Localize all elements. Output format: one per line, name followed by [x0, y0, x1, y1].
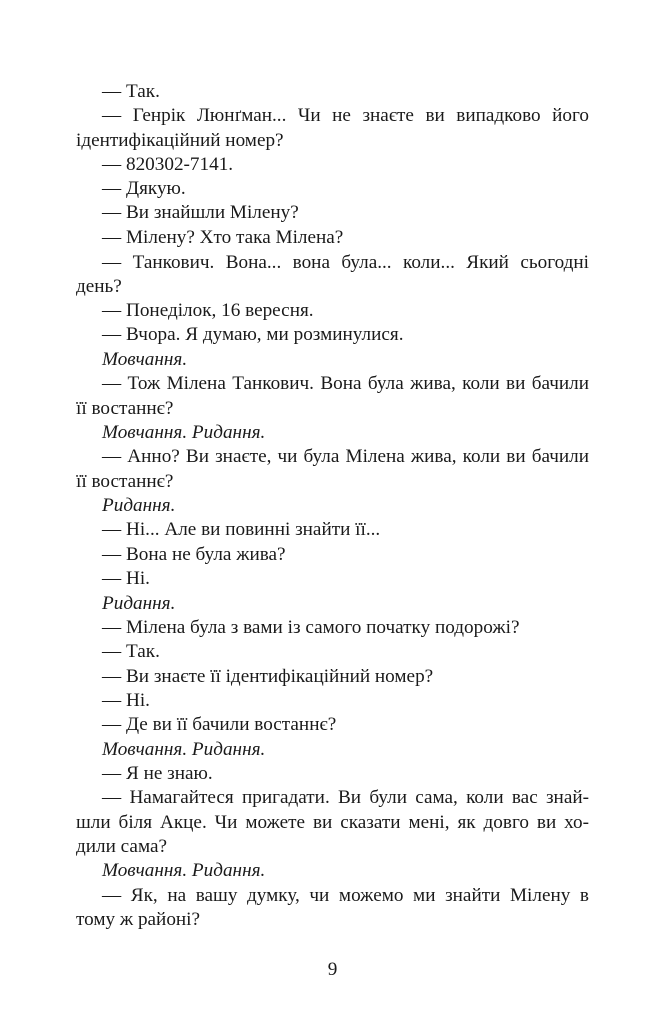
text-line: — Так. — [102, 641, 160, 662]
stage-direction: Мовчання. — [102, 349, 188, 370]
text-line: — Вона не була жива? — [102, 544, 286, 565]
text-line: — Ви знайшли Мілену? — [102, 202, 299, 223]
stage-direction: Ридання. — [102, 593, 176, 614]
page-number: 9 — [327, 959, 338, 980]
text-line: ідентифікаційний номер? — [76, 130, 284, 151]
text-line: — Понеділок, 16 вересня. — [102, 300, 314, 321]
text-line: — Анно? Ви знаєте, чи була Мілена жива, коли ви бачили — [102, 446, 589, 467]
text-line: — Намагайтеся пригадати. Ви були сама, коли вас знай- — [102, 787, 589, 808]
text-line: — Де ви її бачили востаннє? — [102, 714, 337, 735]
text-line: її востаннє? — [76, 398, 174, 419]
text-line: — Танкович. Вона... вона була... коли... Який сьогодні — [102, 252, 589, 273]
text-line: — Ні. — [102, 568, 150, 589]
text-line: — Тож Мілена Танкович. Вона була жива, коли ви бачили — [102, 373, 589, 394]
text-line: шли біля Акце. Чи можете ви сказати мені, як довго ви хо- — [76, 812, 589, 833]
text-line: — 820302-7141. — [102, 154, 234, 175]
stage-direction: Мовчання. Ридання. — [102, 422, 266, 443]
text-line: тому ж районі? — [76, 909, 201, 930]
stage-direction: Ридання. — [102, 495, 176, 516]
text-line: — Ні. — [102, 690, 150, 711]
stage-direction: Мовчання. Ридання. — [102, 739, 266, 760]
text-line: дили сама? — [76, 836, 167, 857]
text-line: — Мілена була з вами із самого початку подорожі? — [102, 617, 520, 638]
text-line: — Генрік Люнґман... Чи не знаєте ви випадково його — [102, 105, 589, 126]
text-line: — Ні... Але ви повинні знайти її... — [102, 519, 381, 540]
text-line: — Мілену? Хто така Мілена? — [102, 227, 344, 248]
text-line: — Як, на вашу думку, чи можемо ми знайти Мілену в — [102, 885, 589, 906]
text-line: — Дякую. — [102, 178, 186, 199]
text-line: — Ви знаєте її ідентифікаційний номер? — [102, 666, 434, 687]
text-line: її востаннє? — [76, 471, 174, 492]
stage-direction: Мовчання. Ридання. — [102, 860, 266, 881]
text-line: — Так. — [102, 81, 160, 102]
text-line: день? — [76, 276, 122, 297]
text-line: — Вчора. Я думаю, ми розминулися. — [102, 324, 404, 345]
text-line: — Я не знаю. — [102, 763, 213, 784]
